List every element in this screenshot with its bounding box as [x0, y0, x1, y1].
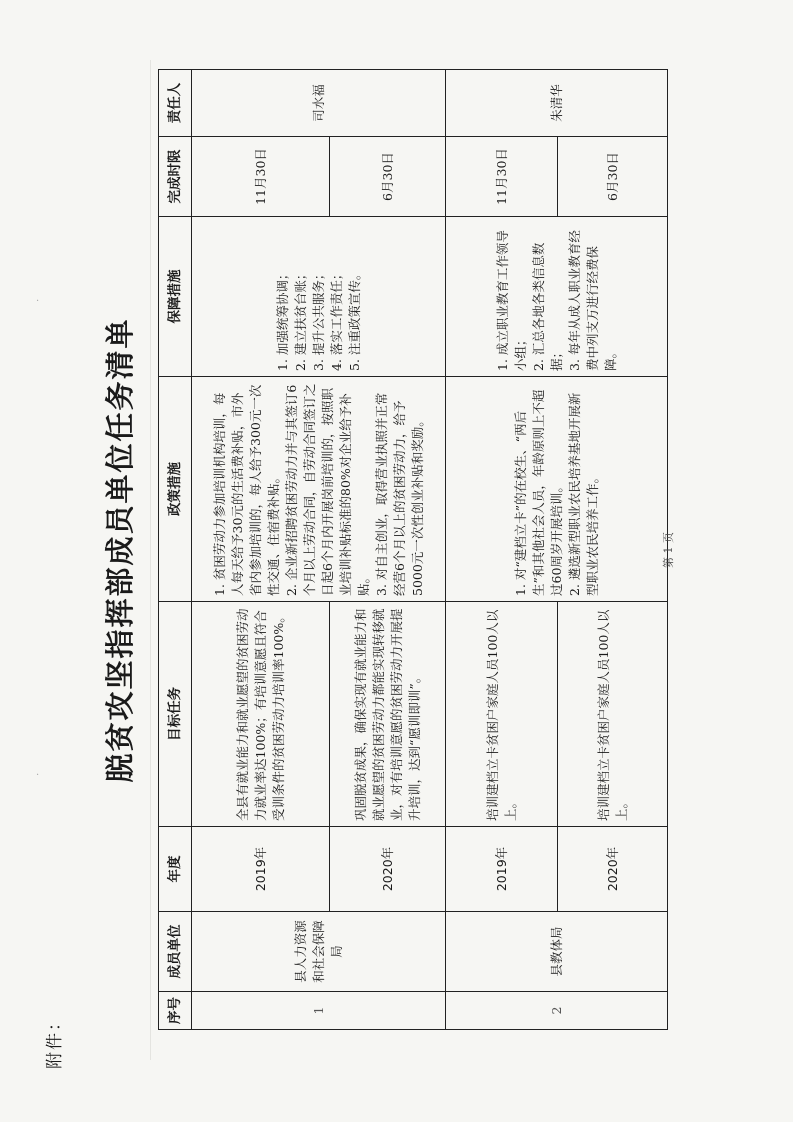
target-task: 全县有就业能力和就业愿望的贫困劳动力就业率达100%；有培训意愿且符合受训条件的贫困劳动力培训率100%。 — [192, 602, 330, 827]
target-task: 培训建档立卡贫困户家庭人员100人以上。 — [558, 602, 668, 827]
guarantee-measures — [192, 217, 446, 377]
header-no: 序号 — [159, 992, 192, 1030]
header-person: 责任人 — [159, 70, 192, 137]
policy-item: 3. 对自主创业，取得营业执照并正常经营6个月以上的贫困劳动力，给予5000元一次性创业补贴和奖励。 — [373, 392, 425, 596]
deadline-cell: 11月30日 — [192, 137, 330, 217]
policy-item: 2. 企业新招聘贫困劳动力并与其签订6个月以上劳动合同，自劳动合同签订之日起6个月内开展岗前培训的，按照职业培训补贴标准的80%对企业给予补贴。 — [283, 383, 371, 596]
responsible-person: 朱清华 — [446, 70, 668, 137]
member-unit: 县教体局 — [446, 912, 668, 992]
task-list-table — [158, 69, 668, 1030]
year-cell: 2019年 — [446, 827, 558, 912]
target-task: 培训建档立卡贫困户家庭人员100人以上。 — [446, 602, 558, 827]
guarantee-item: 1. 成立职业教育工作领导小组； — [494, 230, 528, 371]
attachment-label: 附件： — [45, 1012, 65, 1069]
deadline-cell: 11月30日 — [446, 137, 558, 217]
header-policy: 政策措施 — [159, 377, 192, 602]
header-target: 目标任务 — [159, 602, 192, 827]
responsible-person: 司水福 — [192, 70, 446, 137]
policy-item: 2. 遴选新型职业农民培养基地开展新型职业农民培养工作。 — [566, 392, 600, 596]
header-year: 年度 — [159, 827, 192, 912]
header-unit: 成员单位 — [159, 912, 192, 992]
document-title: 脱贫攻坚指挥部成员单位任务清单 — [103, 317, 137, 783]
guarantee-item: 2. 建立扶贫台账； — [292, 267, 308, 371]
policy-measures — [446, 377, 668, 602]
header-guarantee: 保障措施 — [159, 217, 192, 377]
policy-item: 1. 贫困劳动力参加培训机构培训，每人每天给予30元的生活费补贴，市外省内参加培训的，每人给予300元一次性交通、住宿费补贴。 — [211, 384, 281, 596]
row-number: 1 — [192, 992, 446, 1030]
page-number: 第 1 页 — [662, 532, 675, 568]
year-cell: 2020年 — [558, 827, 668, 912]
year-cell: 2020年 — [330, 827, 446, 912]
scan-speck: · — [36, 770, 40, 781]
guarantee-measures — [446, 217, 668, 377]
target-task: 巩固脱贫成果，确保实现有就业能力和就业愿望的贫困劳动力都能实现转移就业，对有培训意愿的贫困劳动力开展提升培训，达到“愿训即训”。 — [330, 602, 446, 827]
guarantee-item: 3. 提升公共服务； — [310, 267, 326, 371]
year-cell: 2019年 — [192, 827, 330, 912]
guarantee-item: 2. 汇总各地各类信息数据； — [530, 242, 564, 371]
guarantee-item: 1. 加强统筹协调； — [274, 267, 290, 371]
guarantee-item: 5. 注重政策宣传。 — [346, 267, 362, 371]
table-header-row — [159, 70, 192, 1030]
rotated-document-page — [40, 25, 690, 1075]
member-unit: 县人力资源和社会保障局 — [192, 912, 446, 992]
policy-measures — [192, 377, 446, 602]
table-row — [192, 70, 330, 1030]
deadline-cell: 6月30日 — [558, 137, 668, 217]
policy-item: 1. 对“建档立卡”的在校生、“两后生”和其他社会人员，年龄原则上不超过60周岁开展培训。 — [512, 389, 564, 596]
deadline-cell: 6月30日 — [330, 137, 446, 217]
scan-speck: · — [36, 296, 40, 307]
header-deadline: 完成时限 — [159, 137, 192, 217]
row-number: 2 — [446, 992, 668, 1030]
guarantee-item: 4. 落实工作责任； — [328, 267, 344, 371]
guarantee-item: 3. 每年从成人职业教育经费中列支万进行经费保障。 — [566, 230, 618, 371]
table-row — [446, 70, 558, 1030]
